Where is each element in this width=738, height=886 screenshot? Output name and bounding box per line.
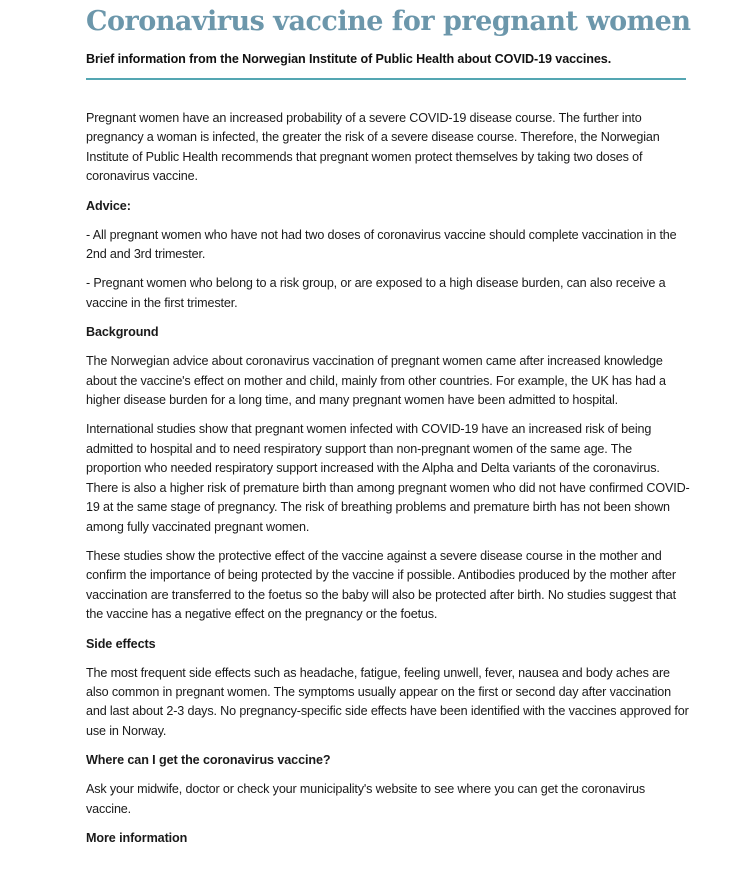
intro-paragraph: Pregnant women have an increased probability of a severe COVID-19 disease course. The further into pregnancy a woman is infected, the greater the risk of a severe disease course. Therefore, the Norwegian Institute of Public Health recommends that pregnant women protect themselves by taking two doses of coronavirus vaccine. <box>86 111 660 184</box>
where-heading: Where can I get the coronavirus vaccine? <box>86 753 331 768</box>
advice-item: - All pregnant women who have not had two doses of coronavirus vaccine should complete vaccination in the 2nd and 3rd trimester. <box>86 227 677 262</box>
side-effects-heading: Side effects <box>86 636 156 651</box>
document-content <box>86 109 690 848</box>
side-effects-paragraph: The most frequent side effects such as headache, fatigue, feeling unwell, fever, nausea and body aches are also common in pregnant women. The symptoms usually appear on the first or second day after vaccination and last about 2-3 days. No pregnancy-specific side effects have been identified with the vaccines approved for use in Norway. <box>86 665 689 738</box>
document-subtitle: Brief information from the Norwegian Institute of Public Health about COVID-19 vaccines. <box>86 52 612 66</box>
more-information-heading: More information <box>86 830 188 845</box>
document-page <box>86 0 690 858</box>
header-divider <box>86 78 686 80</box>
background-heading: Background <box>86 325 159 340</box>
background-paragraph: The Norwegian advice about coronavirus vaccination of pregnant women came after increased knowledge about the vaccine's effect on mother and child, mainly from other countries. For example, the UK has had a higher disease burden for a long time, and many pregnant women have been admitted to hospital. <box>86 354 666 408</box>
advice-item: - Pregnant women who belong to a risk group, or are exposed to a high disease burden, can also receive a vaccine in the first trimester. <box>86 276 666 310</box>
where-paragraph: Ask your midwife, doctor or check your municipality's website to see where you can get the coronavirus vaccine. <box>86 782 645 816</box>
background-paragraph: International studies show that pregnant women infected with COVID-19 have an increased risk of being admitted to hospital and to need respiratory support than non-pregnant women of the same age. The proportion who needed respiratory support increased with the Alpha and Delta variants of the coronavirus. There is also a higher risk of premature birth than among pregnant women who did not have confirmed COVID-19 at the same stage of pregnancy. The risk of breathing problems and premature birth has not been shown among fully vaccinated pregnant women. <box>86 422 690 534</box>
document-title: Coronavirus vaccine for pregnant women <box>86 6 691 37</box>
background-paragraph: These studies show the protective effect of the vaccine against a severe disease course in the mother and confirm the importance of being protected by the vaccine if possible. Antibodies produced by the mother after vaccination are transferred to the foetus so the baby will also be protected after birth. No studies suggest that the vaccine has a negative effect on the pregnancy or the foetus. <box>86 548 676 622</box>
advice-heading: Advice: <box>86 198 131 213</box>
